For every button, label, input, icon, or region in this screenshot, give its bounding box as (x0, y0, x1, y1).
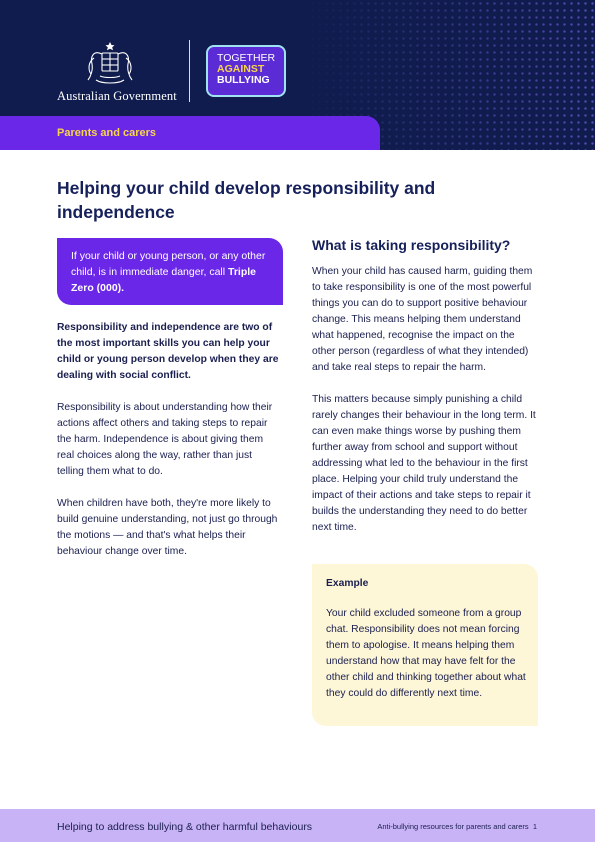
together-against-bullying-logo (206, 45, 286, 97)
section-heading: What is taking responsibility? (312, 237, 511, 253)
government-name: Australian Government (57, 89, 177, 103)
page-number: 1 (532, 822, 537, 831)
emergency-text: If your child or young person, or any other child, is in immediate danger, call (71, 250, 266, 278)
audience-band (0, 116, 380, 150)
coat-of-arms-icon (82, 40, 138, 88)
example-text: Your child excluded someone from a group chat. Responsibility does not mean forcing them to apologise. It means helping them understand how that may have felt for the other child and thinking together about what they could do differently next time. (326, 608, 526, 699)
emergency-number: Triple Zero (000). (71, 266, 257, 294)
example-heading: Example (326, 578, 369, 589)
audience-label: Parents and carers (57, 127, 157, 139)
logo-line-1: TOGETHER (217, 52, 276, 64)
emergency-callout (57, 238, 283, 305)
both-skills-paragraph: When children have both, they're more likely to build genuine understanding, not just go through the motions — and that's what helps their behaviour change over time. (57, 498, 278, 557)
guidance-paragraph: When your child has caused harm, guiding them to take responsibility is one of the most powerful things you can do to support positive behaviour change. This means helping them understand what happened, recognise the impact on the other person (regardless of what they intended) and take real steps to repair the harm. (312, 266, 533, 373)
logo-line-3: BULLYING (217, 74, 270, 86)
why-it-matters-paragraph: This matters because simply punishing a child rarely changes their behaviour in the long term. It can even make things worse by pushing them further away from school and support without addressing what led to the behaviour in the first place. Helping your child truly understand the impact of their actions and take steps to repair it builds the understanding they need to do better next time. (312, 394, 536, 533)
example-box (312, 564, 538, 726)
header-divider (189, 40, 190, 102)
page-title: Helping your child develop responsibility and independence (57, 178, 436, 222)
left-column (57, 320, 279, 576)
logo-line-2: AGAINST (217, 63, 265, 75)
right-column (312, 236, 540, 552)
lead-paragraph: Responsibility and independence are two of the most important skills you can help your child or young person develop when they are dealing with social conflict. (57, 322, 279, 381)
footer-resource-title: Anti-bullying resources for parents and carers (377, 822, 529, 831)
responsibility-paragraph: Responsibility is about understanding how their actions affect others and taking steps to repair the harm. Independence is about giving them real choices along the way, rather than just telling them what to do. (57, 402, 273, 477)
footer-right-text (377, 822, 537, 831)
page-header (0, 0, 595, 150)
footer-left-text: Helping to address bullying & other harmful behaviours (57, 821, 313, 833)
page-footer (0, 809, 595, 842)
